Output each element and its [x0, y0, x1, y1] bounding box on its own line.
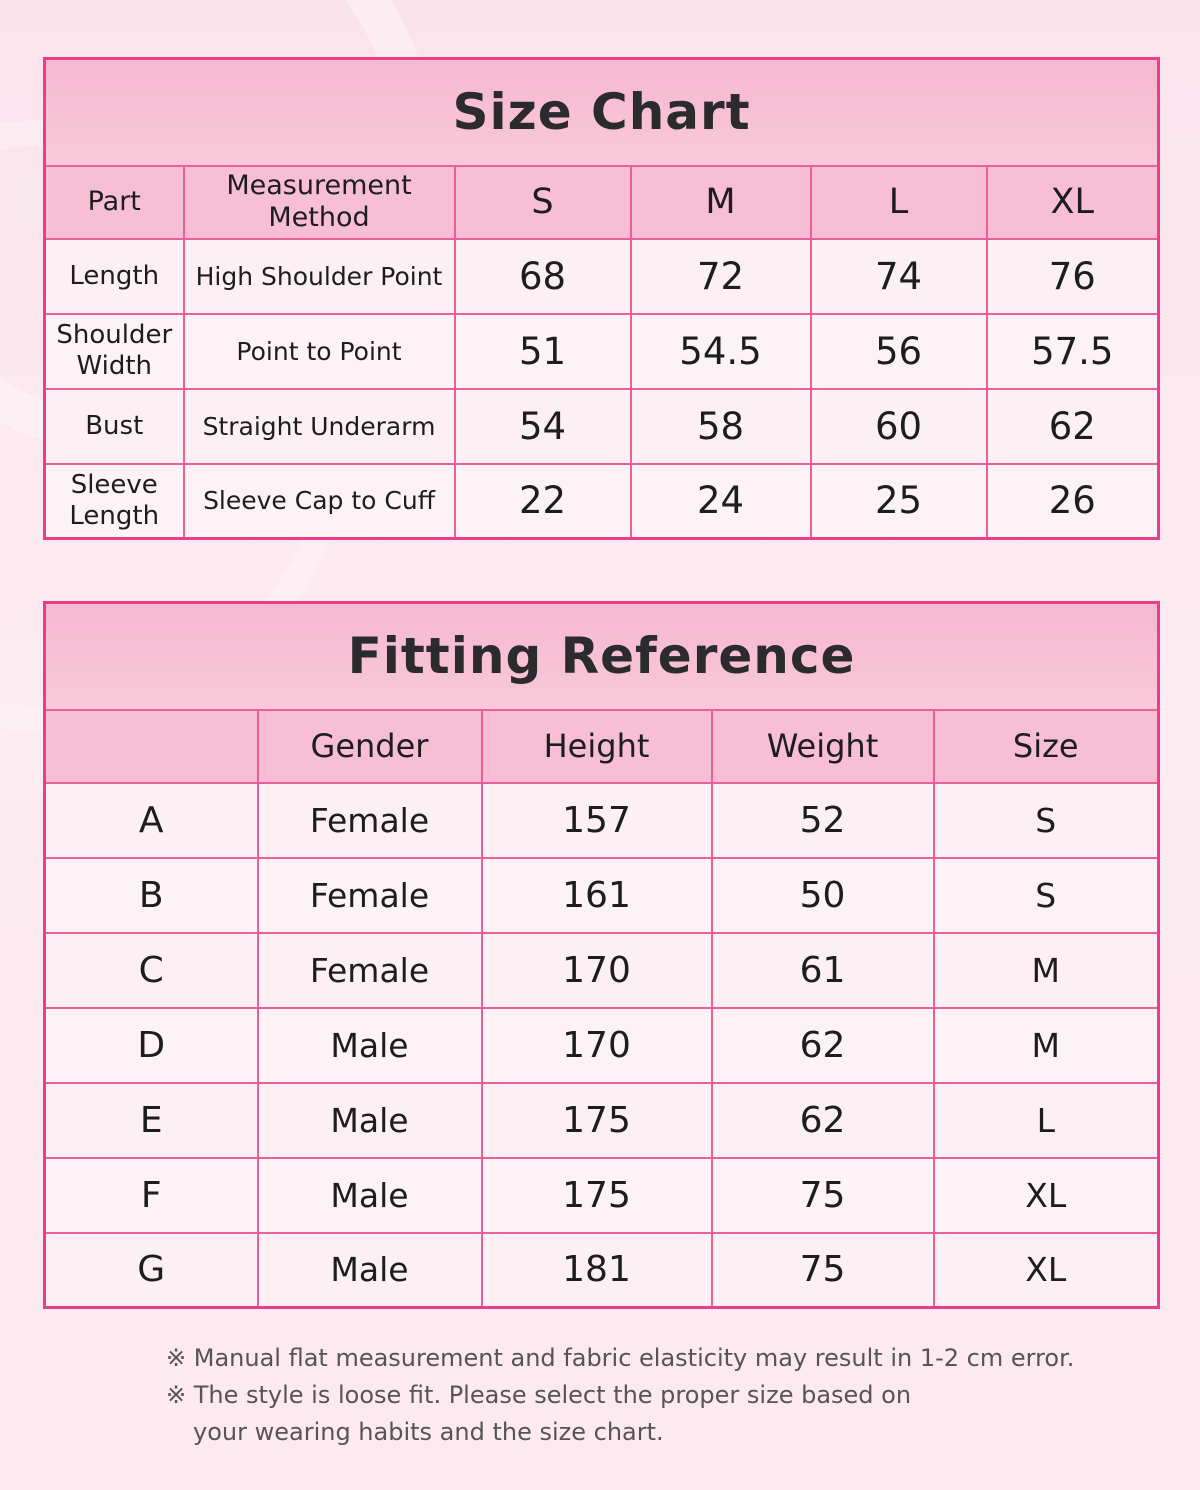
cell-id: B: [45, 858, 258, 933]
cell-weight: 75: [712, 1233, 934, 1308]
note-loose-fit: ※ The style is loose fit. Please select the proper size based on: [166, 1381, 912, 1409]
fitting-reference-title: Fitting Reference: [45, 603, 1159, 710]
size-chart-title: Size Chart: [45, 59, 1159, 166]
part-line2: Length: [69, 500, 160, 531]
cell-gender: Male: [258, 1233, 482, 1308]
table-row: [45, 1158, 1159, 1233]
cell-height: 170: [482, 933, 712, 1008]
cell-value: 62: [987, 389, 1159, 464]
cell-method: Sleeve Cap to Cuff: [184, 464, 455, 539]
table-row: [45, 1008, 1159, 1083]
cell-size: XL: [934, 1158, 1159, 1233]
table-row: [45, 1083, 1159, 1158]
cell-size: L: [934, 1083, 1159, 1158]
header-size-m: M: [631, 166, 811, 239]
part-line1: Sleeve: [70, 469, 158, 500]
cell-part: [45, 389, 184, 464]
cell-gender: Female: [258, 933, 482, 1008]
header-gender: Gender: [258, 710, 482, 783]
cell-weight: 62: [712, 1008, 934, 1083]
note-error: ※ Manual flat measurement and fabric elasticity may result in 1-2 cm error.: [166, 1344, 1075, 1372]
cell-weight: 52: [712, 783, 934, 858]
cell-method: Straight Underarm: [184, 389, 455, 464]
cell-value: 24: [631, 464, 811, 539]
cell-method: High Shoulder Point: [184, 239, 455, 314]
table-row: [45, 858, 1159, 933]
cell-weight: 62: [712, 1083, 934, 1158]
cell-gender: Male: [258, 1083, 482, 1158]
cell-value: 25: [811, 464, 987, 539]
cell-id: C: [45, 933, 258, 1008]
cell-part: [45, 464, 184, 539]
part-line1: Bust: [85, 410, 144, 441]
table-row: [45, 783, 1159, 858]
table-row: [45, 933, 1159, 1008]
note-loose-fit-continued: your wearing habits and the size chart.: [193, 1418, 664, 1446]
table-row: [45, 464, 1159, 539]
cell-value: 68: [455, 239, 631, 314]
cell-value: 58: [631, 389, 811, 464]
header-size: Size: [934, 710, 1159, 783]
size-chart-table: [43, 57, 1160, 540]
header-size-s: S: [455, 166, 631, 239]
cell-value: 54: [455, 389, 631, 464]
cell-value: 74: [811, 239, 987, 314]
cell-value: 54.5: [631, 314, 811, 389]
cell-id: F: [45, 1158, 258, 1233]
cell-gender: Female: [258, 858, 482, 933]
cell-weight: 75: [712, 1158, 934, 1233]
part-line1: Length: [69, 260, 160, 291]
cell-value: 72: [631, 239, 811, 314]
header-height: Height: [482, 710, 712, 783]
cell-value: 76: [987, 239, 1159, 314]
cell-value: 22: [455, 464, 631, 539]
cell-id: E: [45, 1083, 258, 1158]
cell-size: M: [934, 933, 1159, 1008]
header-size-l: L: [811, 166, 987, 239]
cell-id: D: [45, 1008, 258, 1083]
cell-weight: 61: [712, 933, 934, 1008]
header-part: Part: [45, 166, 184, 239]
cell-value: 56: [811, 314, 987, 389]
header-size-xl: XL: [987, 166, 1159, 239]
cell-height: 170: [482, 1008, 712, 1083]
cell-value: 26: [987, 464, 1159, 539]
cell-height: 175: [482, 1158, 712, 1233]
header-measurement-method: [184, 166, 455, 239]
fitting-reference-header-row: [45, 710, 1159, 783]
part-line1: Shoulder: [56, 320, 173, 350]
table-row: [45, 1233, 1159, 1308]
cell-size: S: [934, 783, 1159, 858]
cell-height: 175: [482, 1083, 712, 1158]
cell-size: XL: [934, 1233, 1159, 1308]
cell-gender: Male: [258, 1008, 482, 1083]
header-method-line1: Measurement: [226, 170, 412, 201]
cell-part: [45, 239, 184, 314]
table-row: [45, 314, 1159, 389]
cell-height: 181: [482, 1233, 712, 1308]
cell-height: 161: [482, 858, 712, 933]
cell-id: A: [45, 783, 258, 858]
cell-size: M: [934, 1008, 1159, 1083]
header-method-line2: Method: [268, 202, 370, 233]
cell-height: 157: [482, 783, 712, 858]
cell-part: [45, 314, 184, 389]
part-line2: Width: [76, 351, 153, 381]
notes: [166, 1340, 1126, 1451]
table-row: [45, 239, 1159, 314]
size-chart-header-row: [45, 166, 1159, 239]
table-row: [45, 389, 1159, 464]
cell-id: G: [45, 1233, 258, 1308]
cell-method: Point to Point: [184, 314, 455, 389]
cell-gender: Male: [258, 1158, 482, 1233]
fitting-reference-table: [43, 601, 1160, 1309]
cell-weight: 50: [712, 858, 934, 933]
cell-size: S: [934, 858, 1159, 933]
header-weight: Weight: [712, 710, 934, 783]
cell-value: 60: [811, 389, 987, 464]
cell-value: 51: [455, 314, 631, 389]
cell-gender: Female: [258, 783, 482, 858]
header-blank: [45, 710, 258, 783]
cell-value: 57.5: [987, 314, 1159, 389]
